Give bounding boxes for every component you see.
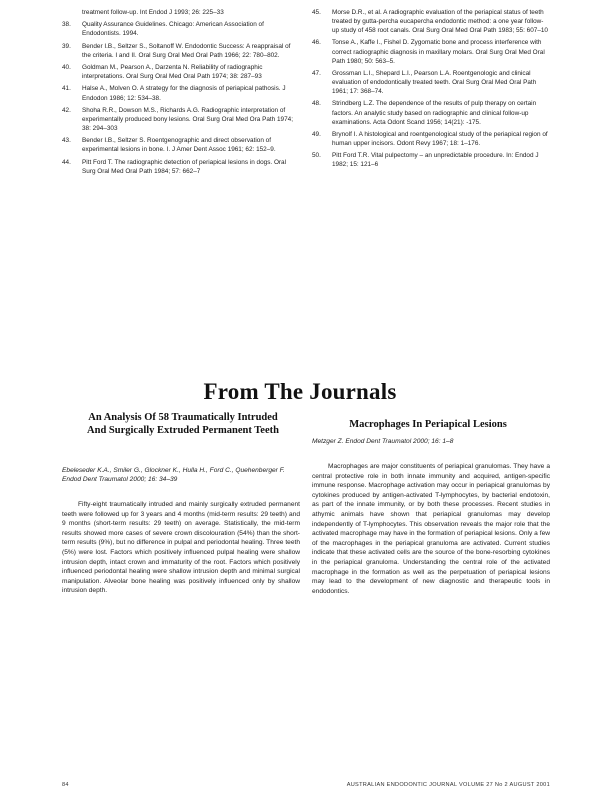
reference-number: 45. — [312, 9, 321, 16]
reference-number: 50. — [312, 152, 321, 160]
reference-item — [62, 63, 300, 81]
reference-item — [62, 20, 300, 38]
reference-text: Shoha R.R., Dowson M.S., Richards A.G. Radiographic interpretation of experimentally produced bony lesions. Oral Surg Oral Med Ora Path 1974; 38: 294–303 — [82, 106, 294, 132]
reference-item — [312, 99, 550, 126]
reference-item — [62, 84, 300, 102]
reference-number: 38. — [62, 21, 71, 29]
reference-number: 42. — [62, 106, 71, 114]
reference-text: Halse A., Molven O. A strategy for the diagnosis of periapical pathosis. J Endodon 1986; 12: 534–38. — [82, 85, 286, 102]
article-title: Macrophages In Periapical Lesions — [349, 419, 507, 430]
reference-number: 39. — [62, 42, 71, 50]
reference-number: 44. — [62, 158, 71, 166]
reference-text: Brynolf I. A histological and roentgenological study of the periapical region of human upper incisors. Odont Revy 1967; 18: 1–176. — [332, 130, 548, 147]
reference-text: Morse D.R., et al. A radiographic evaluation of the periapical status of teeth treated by gutta-percha eucapercha endodontic method: a one year follow-up study of 458 root canals. Oral Surg Oral Med Oral Path 1983; 55: 607–10 — [332, 9, 548, 35]
reference-number: 48. — [312, 100, 321, 108]
reference-text: Pitt Ford T.R. Vital pulpectomy – an unpredictable procedure. In: Endod J 1982; 15: 121–6 — [332, 152, 539, 169]
reference-text: Bender I.B., Seltzer S., Soltanoff W. Endodontic Success: A reappraisal of the criteria. I and II. Oral Surg Oral Med Oral Path 1966; 22: 780–802. — [82, 42, 291, 59]
reference-text: Grossman L.I., Shepard L.I., Pearson L.A. Roentgenologic and clinical evaluation of endodontically treated teeth. Oral Surg Oral Med Oral Path 1961; 17: 368–74. — [332, 69, 537, 96]
reference-text: Quality Assurance Guidelines. Chicago: American Association of Endodontists. 1994. — [82, 21, 264, 38]
reference-item — [62, 8, 300, 17]
reference-number: 41. — [62, 85, 71, 93]
article-citation: Metzger Z. Endod Dent Traumatol 2000; 16: 1–8 — [312, 438, 454, 445]
reference-item — [312, 130, 550, 148]
reference-item — [312, 8, 550, 35]
reference-list-right — [312, 8, 550, 173]
reference-number: 47. — [312, 69, 321, 77]
reference-text: Goldman M., Pearson A., Darzenta N. Reliability of radiographic interpretations. Oral Surg Oral Med Oral Path 1974; 38: 287–93 — [82, 64, 263, 81]
reference-text: Bender I.B., Seltzer S. Roentgenographic and direct observation of experimental lesions in bone. I. J Amer Dent Assoc 1961; 62: 152–9. — [82, 137, 276, 154]
article-title: An Analysis Of 58 Traumatically Intruded And Surgically Extruded Permanent Teeth — [87, 412, 279, 436]
reference-number: 43. — [62, 137, 71, 145]
reference-text: Tonse A., Kaffe I., Fishel D. Zygomatic bone and process interference with correct radiographic diagnosis in maxillary molars. Oral Surg Oral Med Oral Path 1980; 50: 563–5. — [332, 39, 545, 65]
page-number: 84 — [62, 782, 69, 788]
reference-text: Strindberg L.Z. The dependence of the results of pulp therapy on certain factors. An analytic study based on radiographic and clinical follow-up examinations. Acta Odont Scand 1956; 14(21): -175. — [332, 100, 537, 126]
reference-list-left — [62, 8, 300, 179]
reference-number: 49. — [312, 130, 321, 138]
reference-text: treatment follow-up. Int Endod J 1993; 26: 225–33 — [82, 9, 224, 16]
reference-item — [312, 38, 550, 65]
reference-item — [62, 42, 300, 60]
reference-number: 40. — [62, 64, 71, 72]
reference-item — [312, 69, 550, 96]
article-abstract: Fifty-eight traumatically intruded and mainly surgically extruded permanent teeth were followed up for 3 years and 4 months (mid-term results: 29 teeth) and 9 months (short-term results: 29 teeth) on average. Statistically, the mid-term results showed more cases of severe crown discolouration (54%) than the short-term results (9%), but no difference in pulpal and periodontal healing. Three teeth (5%) were lost. Factors which positively influenced pulpal healing were shallow intrusion depth, intact crown and immaturity of the root. Factors which positively influenced periodontal healing were shallow intrusion depth and minimal surgical manipulation. Alveolar bone healing was positively influenced only by shallow intrusion depth. — [62, 501, 300, 595]
article-citation: Ebeleseder K.A., Smiler G., Glockner K., Hulla H., Ford C., Quehenberger F. Endod Dent Traumatol 2000; 16: 34–39 — [62, 467, 285, 484]
reference-item — [62, 136, 300, 154]
article-abstract: Macrophages are major constituents of periapical granulomas. They have a central protective role in both innate immunity and acquired, antigen-specific immune response. Macrophage activation may occur in periapical granulomas by cytokines produced by antigen-activated T-lymphocytes, by bacterial endotoxin, as part of the innate immunity, or by both these processes. Recent studies in athymic animals have shown that periapical granulomas may develop independently of T-lymphocytes. This observation reveals the major role that the activated macrophage may have in the formation of periapical lesions. Only a few of the macrophages in the periapical granuloma are activated. Current studies indicate that these activated cells are the source of the bone-resorbing cytokines in the periapical granuloma. Understanding the central role of the activated macrophage in the formation as well as the perpetuation of periapical lesions may lead to the development of new diagnostic and therapeutic tools in endodontics. — [312, 463, 550, 595]
reference-text: Pitt Ford T. The radiographic detection of periapical lesions in dogs. Oral Surg Oral Med Oral Path 1984; 57: 662–7 — [82, 158, 287, 175]
journal-footer: AUSTRALIAN ENDODONTIC JOURNAL VOLUME 27 No 2 AUGUST 2001 — [346, 782, 550, 788]
section-title: From The Journals — [203, 379, 397, 404]
reference-number: 46. — [312, 39, 321, 47]
reference-item — [62, 158, 300, 176]
reference-item — [312, 151, 550, 169]
reference-item — [62, 106, 300, 133]
